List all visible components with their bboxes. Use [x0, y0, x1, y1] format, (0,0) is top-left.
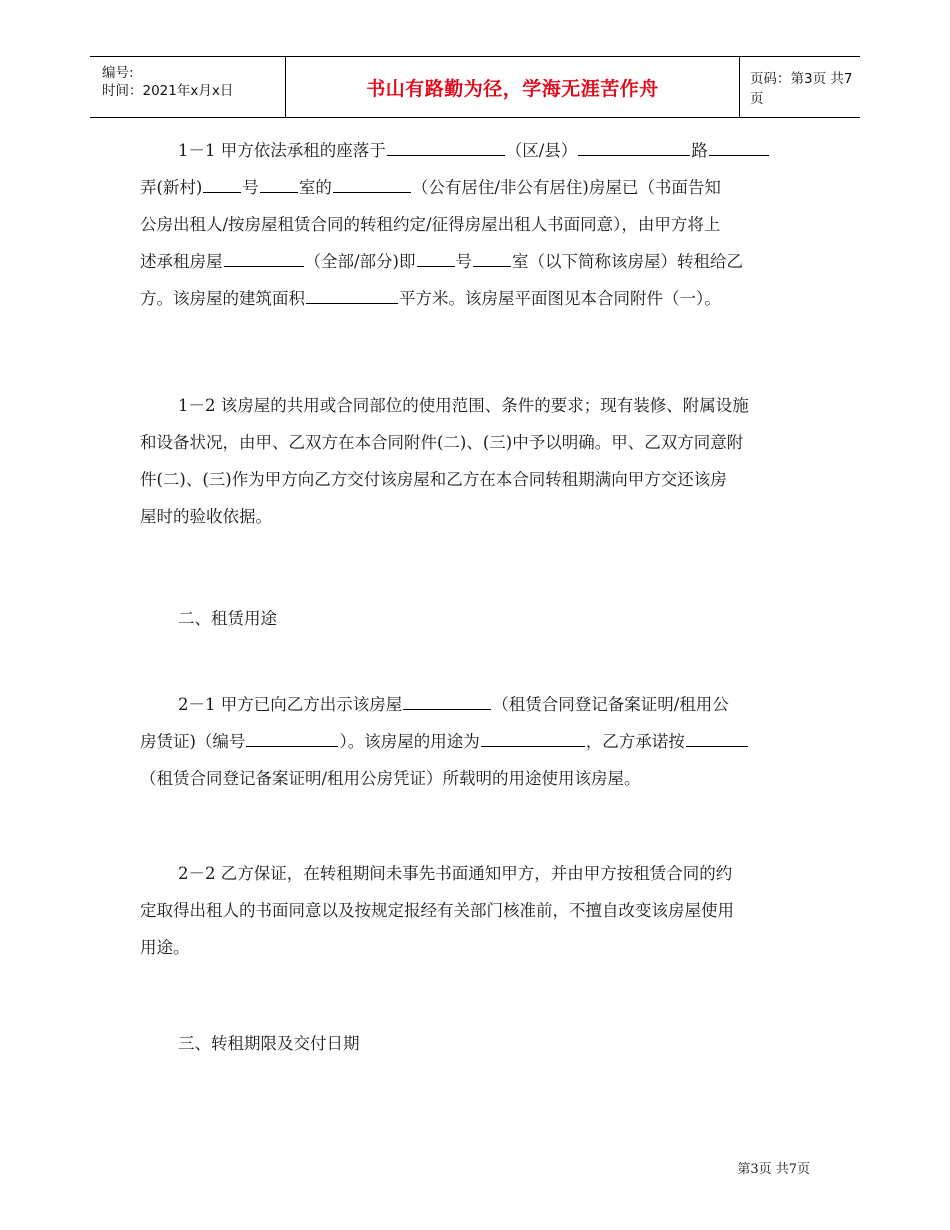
fill-blank[interactable]	[417, 265, 455, 267]
footer-page-number: 第3页 共7页	[737, 1162, 810, 1177]
fill-blank[interactable]	[224, 265, 304, 267]
clause-text: 室（以下简称该房屋）转租给乙	[512, 252, 743, 271]
clause-text: 定取得出租人的书面同意以及按规定报经有关部门核准前，不擅自改变该房屋使用	[140, 901, 734, 920]
clause-1-1	[140, 132, 812, 317]
document-number-label: 编号:	[102, 65, 134, 81]
section-title-usage: 二、租赁用途	[178, 609, 277, 628]
clause-text: 述承租房屋	[140, 252, 223, 271]
clause-text: 件(二)、(三)作为甲方向乙方交付该房屋和乙方在本合同转租期满向甲方交还该房	[140, 470, 727, 489]
clause-1-2	[140, 387, 812, 535]
clause-text: （区/县）	[505, 141, 578, 160]
clause-text: 和设备状况，由甲、乙双方在本合同附件(二)、(三)中予以明确。甲、乙双方同意附	[140, 433, 744, 452]
fill-blank[interactable]	[578, 154, 690, 156]
clause-text: 2－2 乙方保证，在转租期间未事先书面通知甲方，并由甲方按租赁合同的约	[178, 864, 733, 883]
document-time-label: 时间：2021年x月x日	[102, 83, 234, 99]
clause-text: 方。该房屋的建筑面积	[140, 289, 305, 308]
clause-text: 室的	[298, 178, 332, 197]
fill-blank[interactable]	[709, 154, 769, 156]
clause-text: 弄(新村)	[140, 178, 203, 197]
header-motto: 书山有路勤为径，学海无涯苦作舟	[366, 77, 659, 100]
fill-blank[interactable]	[686, 745, 748, 747]
clause-text: 号	[455, 252, 472, 271]
fill-blank[interactable]	[481, 745, 585, 747]
section-title-term: 三、转租期限及交付日期	[178, 1034, 360, 1053]
clause-text: 1－2 该房屋的共用或合同部位的使用范围、条件的要求；现有装修、附属设施	[178, 396, 749, 415]
clause-text: 号	[242, 178, 259, 197]
clause-text: 用途。	[140, 938, 190, 957]
clause-text: （公有居住/非公有居住)房屋已（书面告知	[411, 178, 721, 197]
clause-2-1	[140, 686, 812, 797]
clause-text: （全部/部分)即	[304, 252, 416, 271]
header-page-cell	[740, 57, 860, 117]
clause-text: 平方米。该房屋平面图见本合同附件（一）。	[399, 289, 721, 308]
header-motto-cell	[285, 57, 740, 117]
clause-text: （租赁合同登记备案证明/租用公	[492, 695, 729, 714]
clause-text: 2－1 甲方已向乙方出示该房屋	[178, 695, 403, 714]
clause-text: 公房出租人/按房屋租赁合同的转租约定/征得房屋出租人书面同意），由甲方将上	[140, 215, 721, 234]
fill-blank[interactable]	[260, 191, 298, 193]
clause-text: 路	[691, 141, 708, 160]
header-meta-cell	[90, 57, 285, 117]
page-header	[90, 56, 860, 118]
fill-blank[interactable]	[387, 154, 505, 156]
clause-text: 1－1 甲方依法承租的座落于	[178, 141, 386, 160]
clause-text: ）。该房屋的用途为	[339, 732, 480, 751]
fill-blank[interactable]	[473, 265, 511, 267]
header-page-number: 页码：第3页 共7页	[750, 71, 853, 107]
fill-blank[interactable]	[333, 191, 411, 193]
clause-2-2	[140, 855, 812, 966]
clause-text: 屋时的验收依据。	[140, 507, 272, 526]
fill-blank[interactable]	[203, 191, 241, 193]
clause-text: ，乙方承诺按	[585, 732, 685, 751]
fill-blank[interactable]	[246, 745, 338, 747]
fill-blank[interactable]	[403, 708, 491, 710]
fill-blank[interactable]	[306, 302, 398, 304]
clause-text: 房赁证)（编号	[140, 732, 246, 751]
clause-text: （租赁合同登记备案证明/租用公房凭证）所载明的用途使用该房屋。	[140, 769, 641, 788]
